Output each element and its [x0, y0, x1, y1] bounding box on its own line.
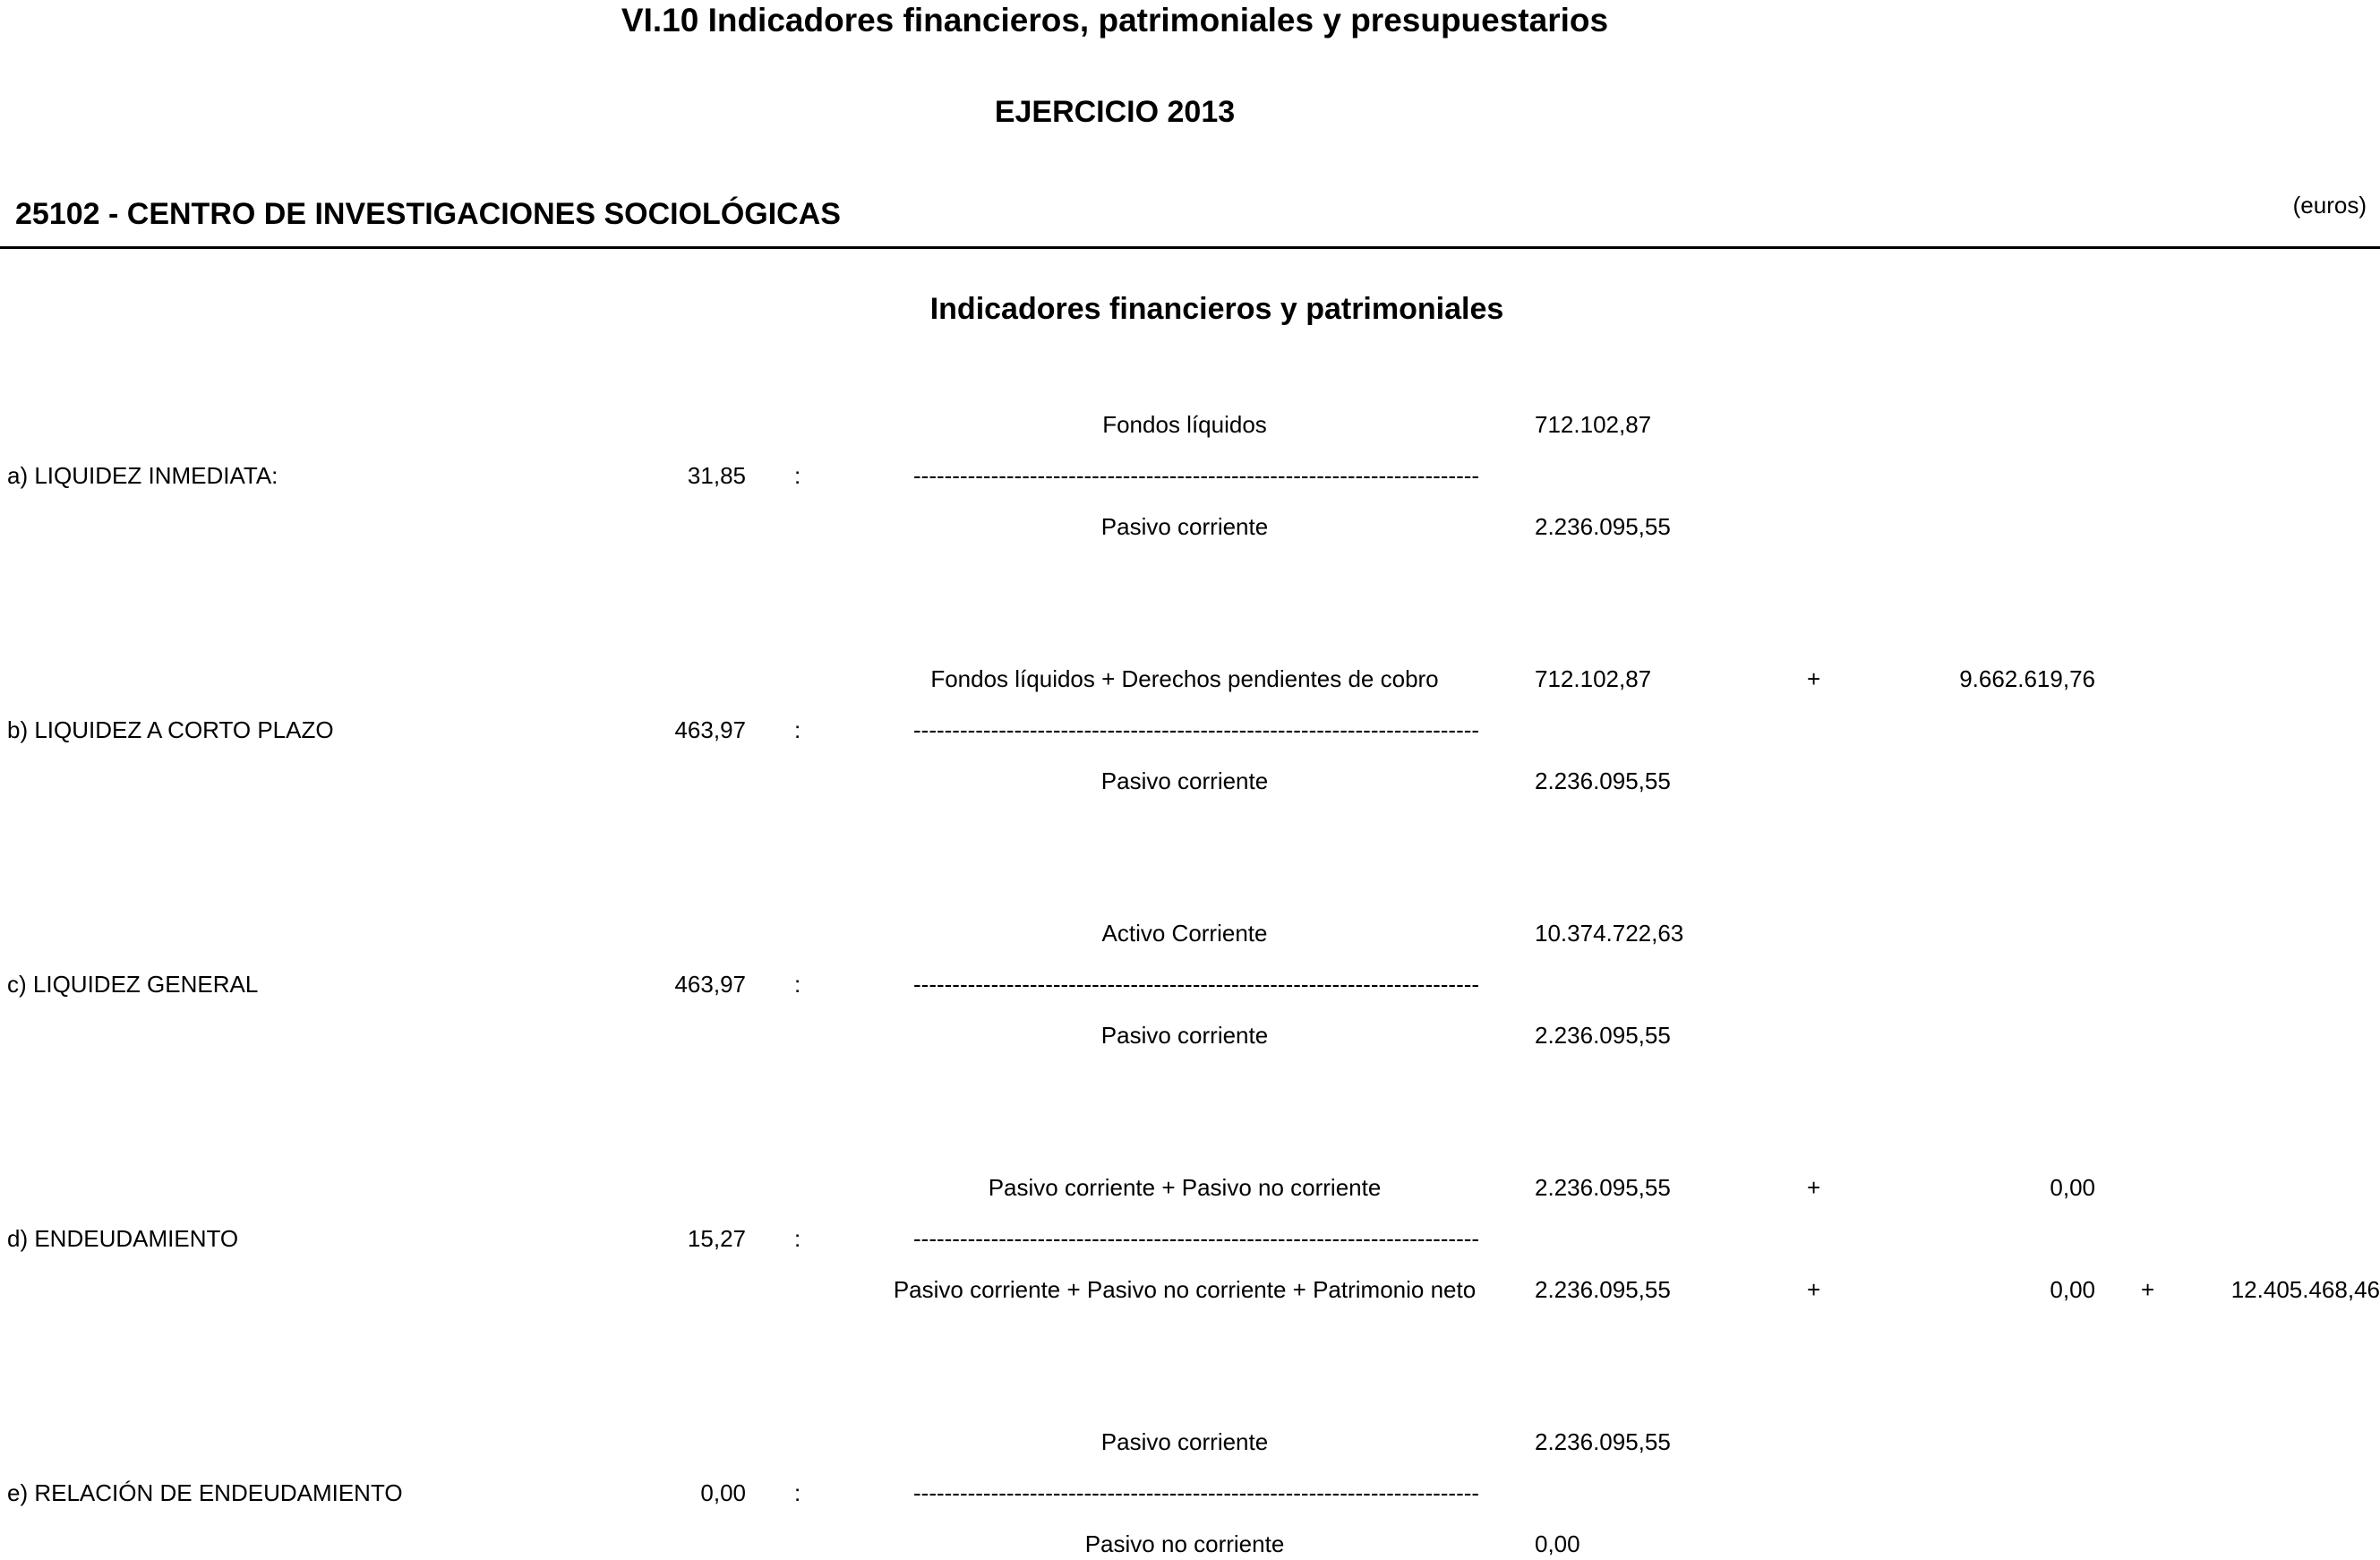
numerator-amount: 2.236.095,55 — [1535, 1174, 1671, 1201]
numerator-formula: Activo Corriente — [1101, 920, 1268, 947]
denominator-plus-operator: + — [2141, 1276, 2155, 1303]
fraction-line: ------------------------------------------------------------------------- — [913, 1225, 1480, 1252]
indicator-value: 15,27 — [687, 1225, 746, 1252]
denominator-plus-operator: + — [1807, 1276, 1821, 1303]
denominator-formula: Pasivo corriente — [1100, 1022, 1269, 1049]
header-divider — [0, 246, 2380, 249]
separator-colon: : — [794, 716, 801, 743]
separator-colon: : — [794, 1479, 801, 1506]
indicator-value: 31,85 — [687, 462, 746, 489]
indicator-label: b) LIQUIDEZ A CORTO PLAZO — [7, 716, 334, 743]
denominator-amount: 2.236.095,55 — [1535, 1276, 1671, 1303]
numerator-formula: Pasivo corriente + Pasivo no corriente — [988, 1174, 1382, 1201]
denominator-amount: 0,00 — [1535, 1530, 1580, 1557]
indicator-label: d) ENDEUDAMIENTO — [7, 1225, 239, 1252]
numerator-amount: 9.662.619,76 — [1959, 665, 2095, 692]
numerator-amount: 0,00 — [2050, 1174, 2095, 1201]
denominator-amount: 2.236.095,55 — [1535, 1022, 1671, 1049]
denominator-formula: Pasivo corriente — [1100, 513, 1269, 540]
indicator-label: c) LIQUIDEZ GENERAL — [7, 971, 259, 998]
indicator-label: a) LIQUIDEZ INMEDIATA: — [7, 462, 278, 489]
numerator-formula: Pasivo corriente — [1100, 1428, 1269, 1455]
numerator-amount: 712.102,87 — [1535, 665, 1652, 692]
numerator-amount: 712.102,87 — [1535, 411, 1652, 438]
indicator-label: e) RELACIÓN DE ENDEUDAMIENTO — [7, 1479, 403, 1506]
denominator-formula: Pasivo corriente + Pasivo no corriente + Patrimonio neto — [893, 1276, 1477, 1303]
separator-colon: : — [794, 1225, 801, 1252]
denominator-formula: Pasivo corriente — [1100, 767, 1269, 794]
indicator-value: 463,97 — [674, 716, 746, 743]
numerator-formula: Fondos líquidos + Derechos pendientes de cobro — [930, 665, 1439, 692]
denominator-amount: 12.405.468,46 — [2230, 1276, 2380, 1303]
entity-name: 25102 - CENTRO DE INVESTIGACIONES SOCIOLÓGICAS — [15, 197, 841, 231]
indicator-value: 463,97 — [674, 971, 746, 998]
indicator-value: 0,00 — [700, 1479, 746, 1506]
fraction-line: ------------------------------------------------------------------------- — [913, 1479, 1480, 1506]
currency-unit: (euros) — [2292, 192, 2367, 219]
fraction-line: ------------------------------------------------------------------------- — [913, 462, 1480, 489]
separator-colon: : — [794, 462, 801, 489]
exercise-year: EJERCICIO 2013 — [994, 95, 1236, 129]
denominator-amount: 0,00 — [2050, 1276, 2095, 1303]
numerator-amount: 2.236.095,55 — [1535, 1428, 1671, 1455]
fraction-line: ------------------------------------------------------------------------- — [913, 716, 1480, 743]
section-title: Indicadores financieros y patrimoniales — [929, 292, 1504, 326]
separator-colon: : — [794, 971, 801, 998]
page-title: VI.10 Indicadores financieros, patrimoniales y presupuestarios — [621, 2, 1609, 39]
denominator-formula: Pasivo no corriente — [1084, 1530, 1285, 1557]
denominator-amount: 2.236.095,55 — [1535, 767, 1671, 794]
numerator-plus-operator: + — [1807, 1174, 1821, 1201]
numerator-formula: Fondos líquidos — [1102, 411, 1267, 438]
denominator-amount: 2.236.095,55 — [1535, 513, 1671, 540]
numerator-amount: 10.374.722,63 — [1535, 920, 1684, 947]
numerator-plus-operator: + — [1807, 665, 1821, 692]
fraction-line: ------------------------------------------------------------------------- — [913, 971, 1480, 998]
